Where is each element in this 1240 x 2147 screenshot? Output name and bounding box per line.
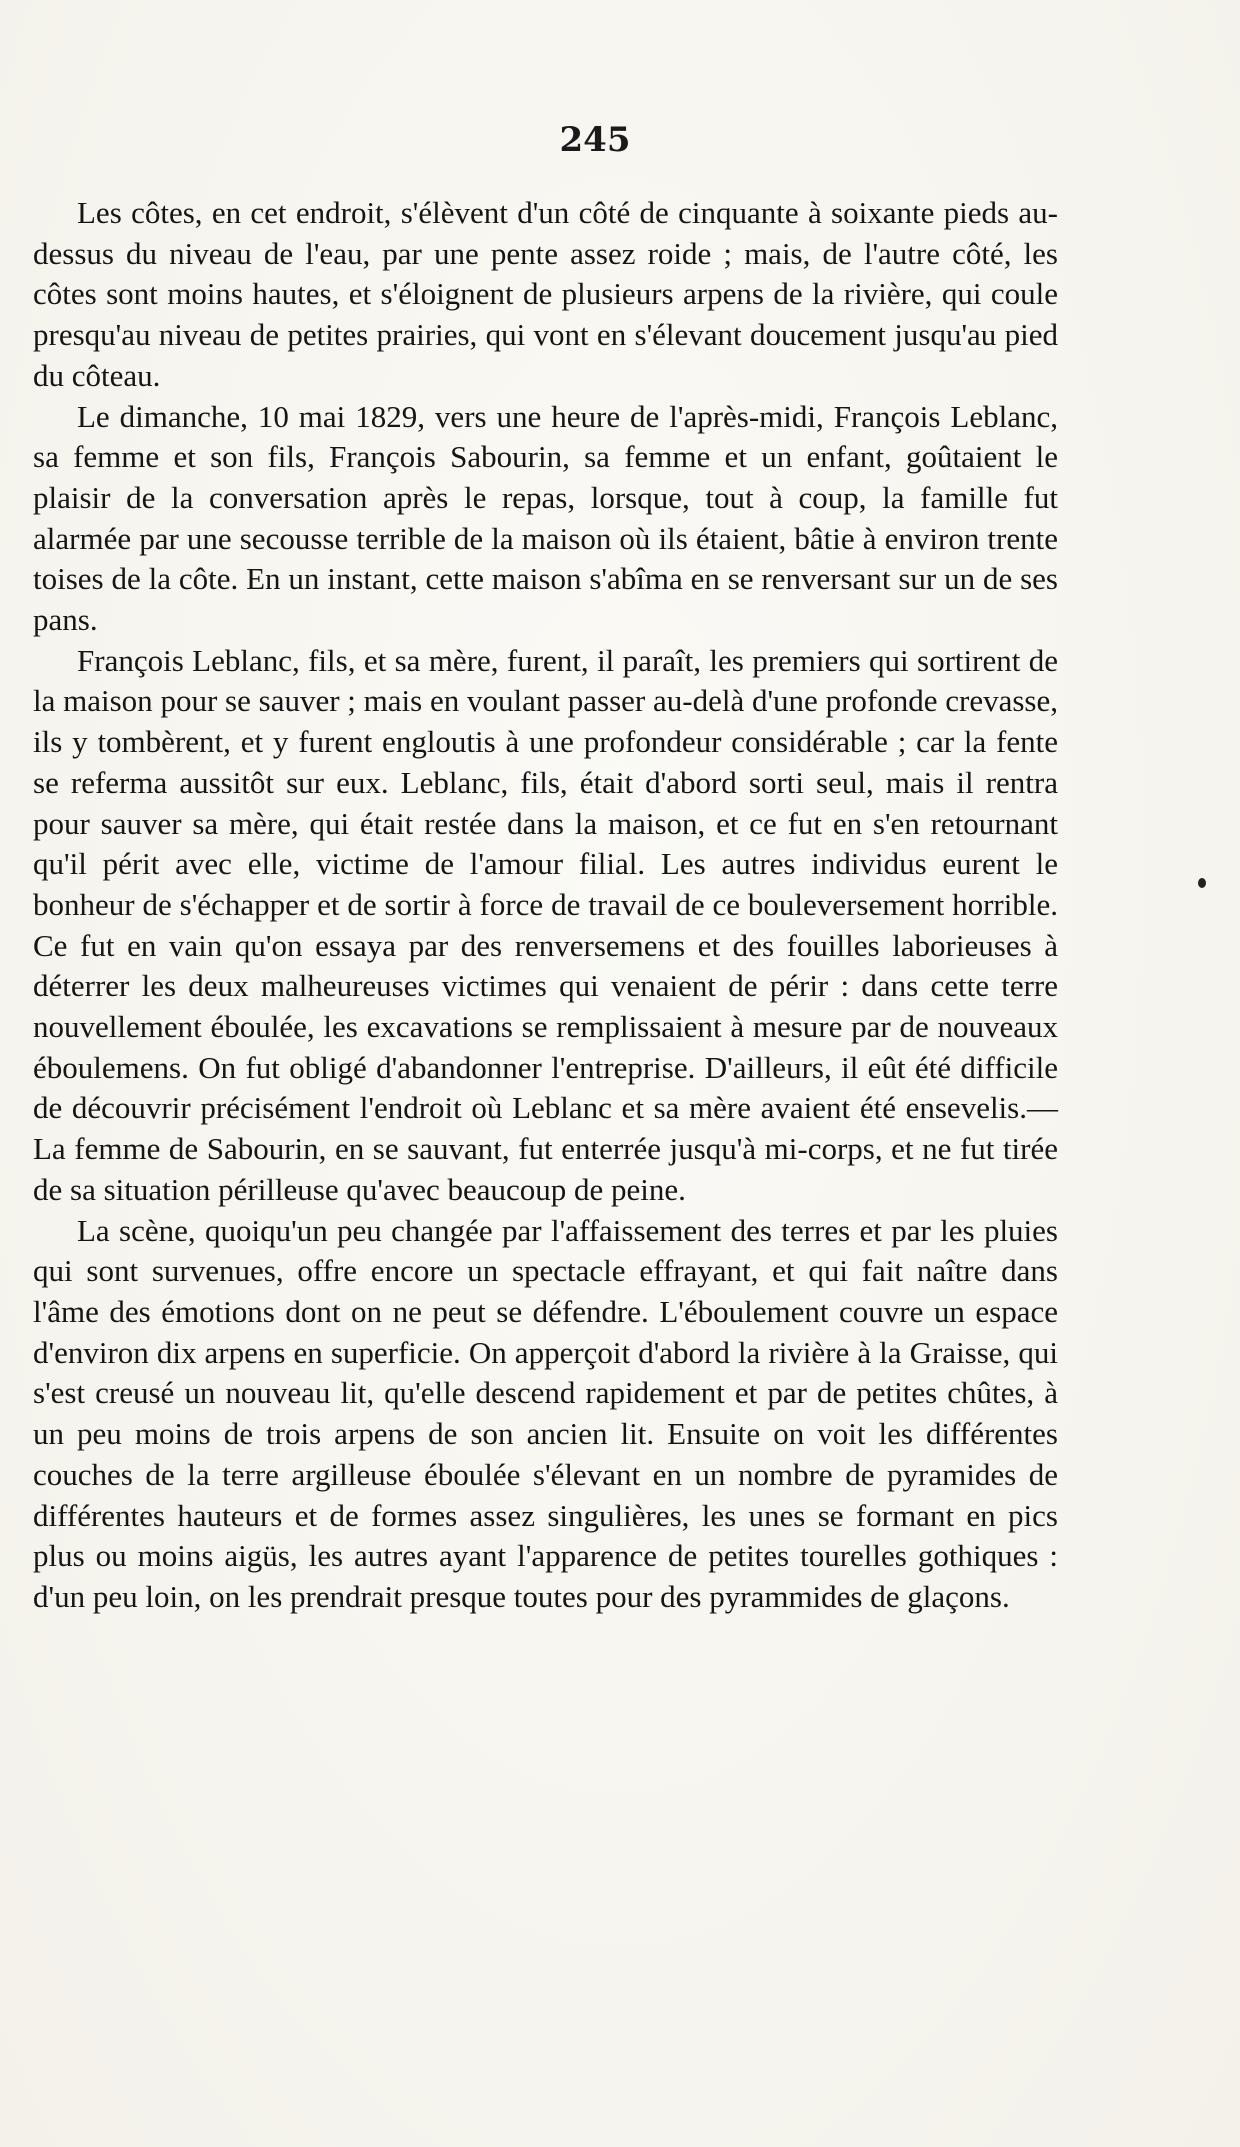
paragraph-4: La scène, quoiqu'un peu changée par l'affaissement des terres et par les pluies qui sont survenues, offre encore un spectacle effrayant, et qui fait naître dans l'âme des émotions dont on ne peut se défendre. L'éboulement couvre un espace d'environ dix arpens en superficie. On apperçoit d'abord la rivière à la Graisse, qui s'est creusé un nouveau lit, qu'elle descend rapidement et par de petites chûtes, à un peu moins de trois arpens de son ancien lit. Ensuite on voit les différentes couches de la terre argilleuse éboulée s'élevant en un nombre de pyramides de différentes hauteurs et de formes assez singulières, les unes se formant en pics plus ou moins aigüs, les autres ayant l'apparence de petites tourelles gothiques : d'un peu loin, on les prendrait presque toutes pour des pyrammides de glaçons. [33,1212,1058,1614]
paragraph-1: Les côtes, en cet endroit, s'élèvent d'un côté de cinquante à soixante pieds au-dessus du niveau de l'eau, par une pente assez roide ; mais, de l'autre côté, les côtes sont moins hautes, et s'éloignent de plusieurs arpens de la rivière, qui coule presqu'au niveau de petites prairies, qui vont en s'élevant doucement jusqu'au pied du côteau. [33,195,1058,393]
page-number: 245 [559,120,631,160]
paragraph-2: Le dimanche, 10 mai 1829, vers une heure de l'après-midi, François Leblanc, sa femme et son fils, François Sabourin, sa femme et un enfant, goûtaient le plaisir de la conversation après le repas, lorsque, tout à coup, la famille fut alarmée par une secousse terrible de la maison où ils étaient, bâtie à environ trente toises de la côte. En un instant, cette maison s'abîma en se renversant sur un de ses pans. [33,398,1058,638]
ink-speck [1198,878,1206,888]
page-text [33,193,1058,1618]
paragraph-3: François Leblanc, fils, et sa mère, furent, il paraît, les premiers qui sortirent de la maison pour se sauver ; mais en voulant passer au-delà d'une profonde crevasse, ils y tombèrent, et y furent engloutis à une profondeur considérable ; car la fente se referma aussitôt sur eux. Leblanc, fils, était d'abord sorti seul, mais il rentra pour sauver sa mère, qui était restée dans la maison, et ce fut en s'en retournant qu'il périt avec elle, victime de l'amour filial. Les autres individus eurent le bonheur de s'échapper et de sortir à force de travail de ce bouleversement horrible. Ce fut en vain qu'on essaya par des renversemens et des fouilles laborieuses à déterrer les deux malheureuses victimes qui venaient de périr : dans cette terre nouvellement éboulée, les excavations se remplissaient à mesure par de nouveaux éboulemens. On fut obligé d'abandonner l'entreprise. D'ailleurs, il eût été difficile de découvrir précisément l'endroit où Leblanc et sa mère avaient été ensevelis.—La femme de Sabourin, en se sauvant, fut enterrée jusqu'à mi-corps, et ne fut tirée de sa situation périlleuse qu'avec beaucoup de peine. [33,642,1058,1207]
